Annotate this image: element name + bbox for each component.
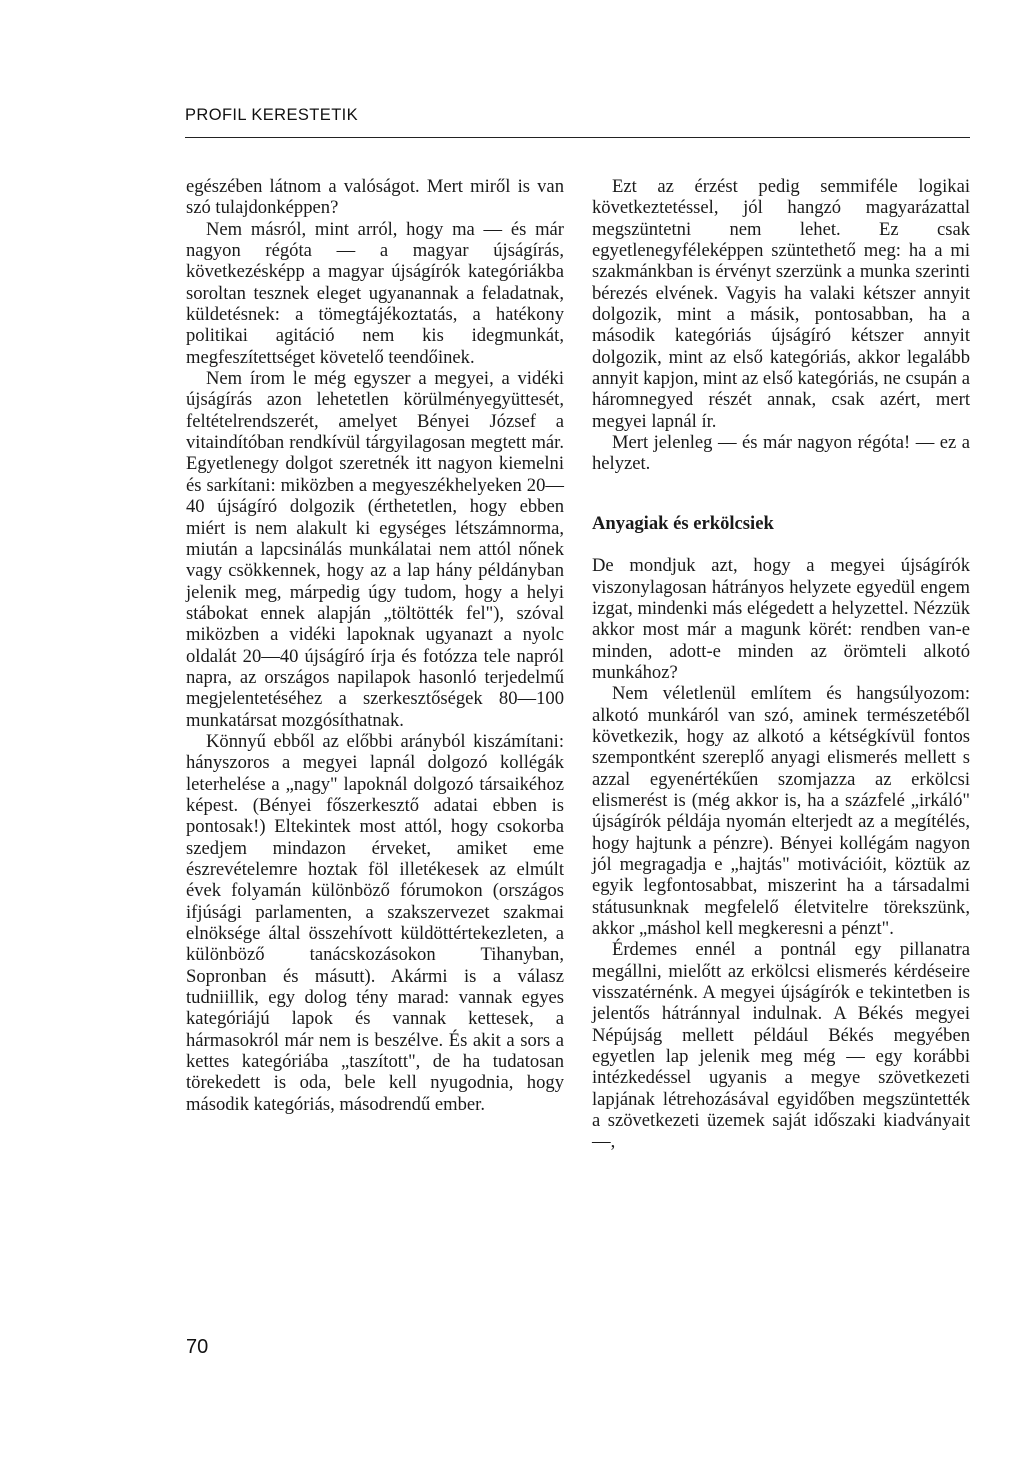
paragraph: De mondjuk azt, hogy a megyei újságírók viszonylagosan hátrányos helyzete egyedül engem izgat, mindenki más elégedett a helyzettel. Nézzük akkor most már a magunk körét: rendben van-e minden, adott-e minden az örömteli alkotó munkához? [592, 555, 970, 683]
paragraph: egészében látnom a valóságot. Mert miről is van szó tulajdonképpen? [186, 176, 564, 219]
paragraph: Nem írom le még egyszer a megyei, a vidéki újságírás azon lehetetlen körülményegyüttesét, feltételrendszerét, amelyet Bényei József a vitaindítóban rendkívül tárgyilagosan megtett már. Egyetlenegy dolgot szeretnék itt nagyon kiemelni és sarkítani: miközben a megyeszékhelyeken 20—40 újságíró dolgozik (érthetetlen, hogy ebben miért is nem alakult ki egységes létszámnorma, miután a lapcsinálás munkálatai nem attól nőnek vagy csökkennek, hogy az a lap hány példányban jelenik meg, márpedig úgy tudom, hogy a helyi stábokat ennek alapján „töltötték fel"), szóval miközben a vidéki lapoknak ugyanazt a nyolc oldalát 20—40 újságíró írja és fotózza tele napról napra, az országos napilapok hasonló terjedelmű megjelentetéséhez a szerkesztőségek 80—100 munkatársat mozgósíthatnak. [186, 368, 564, 731]
running-header: PROFIL KERESTETIK [185, 106, 359, 124]
right-column [592, 176, 970, 1153]
paragraph: Nem másról, mint arról, hogy ma — és már nagyon régóta — a magyar újságírás, következésképp a magyar újságírók kategóriákba soroltan tesznek eleget ugyanannak a feladatnak, küldetésnek: a tömegtájékoztatás, a hatékony politikai agitáció nem kis idegmunkát, megfeszítettséget követelő teendőinek. [186, 218, 564, 368]
page-number: 70 [186, 1336, 209, 1358]
paragraph: Könnyű ebből az előbbi arányból kiszámítani: hányszoros a megyei lapnál dolgozó kollégák leterhelése a „nagy" lapoknál dolgozó társaikéhoz képest. (Bényei főszerkesztő adatai ebben is pontosak!) Eltekintek most attól, hogy csokorba szedjem mindazon érveket, amiket eme észrevételemre hoztak föl illetékesek az elmúlt évek folyamán különböző fórumokon (országos ifjúsági parlamenten, a szakszervezet szakmai elnöksége által összehívott küldöttértekezleten, a különböző tanácskozásokon Tihanyban, Sopronban és másutt). Akármi is a válasz tudniillik, egy dolog tény marad: vannak egyes kategóriájú lapok és vannak kettesek, a hármasokról már nem is beszélve. És akit a sors a kettes kategóriába „taszított", de ha tudatosan törekedett is oda, bele kell nyugodnia, hogy második kategóriás, másodrendű ember. [186, 730, 564, 1115]
paragraph: Ezt az érzést pedig semmiféle logikai következtetéssel, jól hangzó magyarázattal megszüntetni nem lehet. Ez csak egyetlenegyféleképpen szüntethető meg: ha a mi szakmánkban is érvényt szerzünk a munka szerinti bérezés elvének. Vagyis ha valaki kétszer annyit dolgozik, mint a másik, pontosabban, ha a második kategóriás újságíró kétszer annyit dolgozik, mint az első kategóriás, akkor legalább annyit kapjon, mint az első kategóriás, ne csupán a háromnegyed részét annak, csak azért, mert megyei lapnál ír. [592, 176, 970, 432]
section-heading: Anyagiak és erkölcsiek [592, 512, 774, 534]
left-column [186, 176, 564, 1115]
paragraph: Mert jelenleg — és már nagyon régóta! — ez a helyzet. [592, 432, 970, 475]
paragraph: Érdemes ennél a pontnál egy pillanatra megállni, mielőtt az erkölcsi elismerés kérdéseire visszatérnénk. A megyei újságírók e tekintetben is jelentős hátránnyal indulnak. A Békés megyei Népújság mellett például Békés megyében egyetlen lap jelenik meg még — egy korábbi intézkedéssel ugyanis a megye szövetkezeti lapjának létrehozásával egyidőben megszüntették a szövetkezeti üzemek saját időszaki kiadványait —, [592, 939, 970, 1153]
paragraph: Nem véletlenül említem és hangsúlyozom: alkotó munkáról van szó, aminek természetéből következik, hogy az alkotó a kétségkívül fontos szempontként szereplő anyagi elismerés mellett s azzal egyenértékűen szomjazza az erkölcsi elismerést is (még akkor is, ha a százfelé „irkáló" újságírók példája nyomán elterjedt az a megítélés, hogy hajtunk a pénzre). Bényei kollégám nagyon jól megragadja e „hajtás" motivációit, köztük az egyik legfontosabbat, miszerint ha a társadalmi státusunknak megfelelő életvitelre törekszünk, akkor „máshol kell megkeresni a pénzt". [592, 683, 970, 939]
header-rule [185, 137, 970, 138]
